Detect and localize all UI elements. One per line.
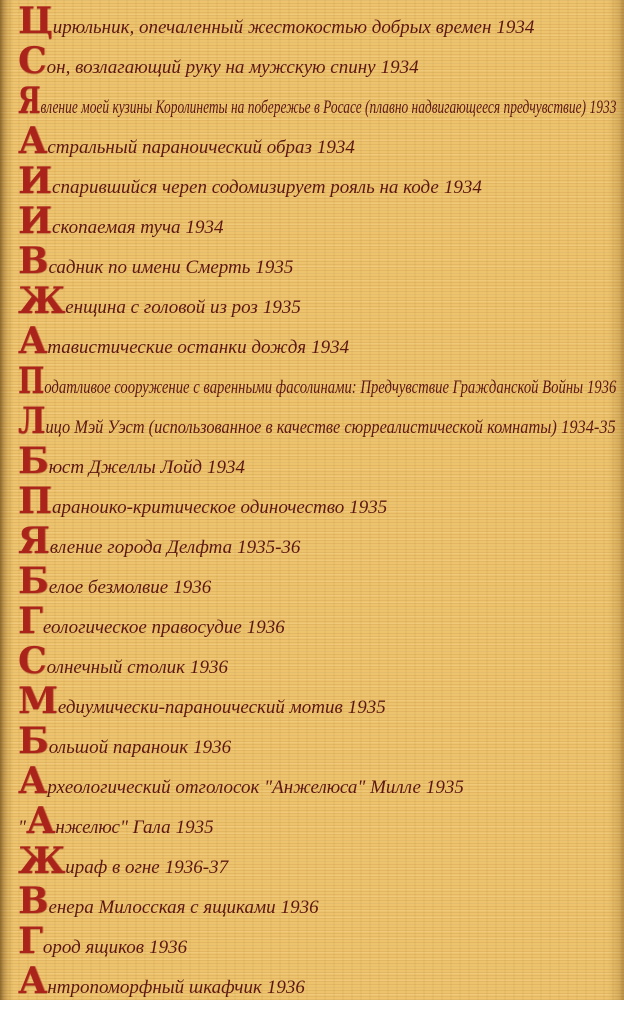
- dropcap-initial: С: [18, 640, 46, 682]
- work-year: 1934: [443, 177, 482, 198]
- dropcap-initial: А: [18, 760, 47, 802]
- work-year: 1933: [589, 97, 617, 118]
- work-list-item[interactable]: [18, 281, 620, 321]
- dropcap-initial: И: [18, 160, 52, 202]
- work-list-item[interactable]: [18, 361, 620, 401]
- work-list-item[interactable]: [18, 161, 620, 201]
- work-title: ольшой параноик: [48, 737, 189, 758]
- dropcap-initial: Б: [18, 440, 48, 482]
- work-title: вление моей кузины Королинеты на побережье в Росасе (плавно надвигающееся предчувствие): [40, 97, 587, 118]
- work-title: нжелюс" Гала: [55, 817, 171, 838]
- work-list-item[interactable]: [18, 761, 620, 801]
- work-year: 1936: [193, 737, 232, 758]
- work-year: 1935: [347, 697, 386, 718]
- work-title: юст Джеллы Лойд: [48, 457, 202, 478]
- work-title: скопаемая туча: [52, 217, 181, 238]
- dropcap-initial: Ц: [18, 0, 52, 42]
- dropcap-initial: А: [25, 800, 55, 842]
- dropcap-initial: Б: [18, 720, 48, 762]
- work-title: он, возлагающий руку на мужскую спину: [46, 57, 376, 78]
- work-year: 1935: [175, 817, 214, 838]
- work-list-item[interactable]: [18, 641, 620, 681]
- dropcap-initial: П: [18, 360, 44, 402]
- dropcap-initial: А: [18, 320, 47, 362]
- dropcap-initial: Я: [18, 80, 40, 122]
- work-title: стральный параноический образ: [47, 137, 312, 158]
- dropcap-initial: Ж: [18, 280, 65, 322]
- work-list-item[interactable]: [18, 1, 620, 41]
- line-prefix: ": [18, 817, 26, 838]
- work-title: едиумически-параноический мотив: [57, 697, 343, 718]
- work-title: тавистические останки дождя: [47, 337, 307, 358]
- dropcap-initial: Я: [18, 520, 49, 562]
- work-year: 1934-35: [561, 417, 616, 438]
- work-year: 1936: [586, 377, 617, 398]
- work-year: 1936: [246, 617, 285, 638]
- work-title: араноико-критическое одиночество: [52, 497, 345, 518]
- work-title: еологическое правосудие: [42, 617, 242, 638]
- work-list-item[interactable]: [18, 401, 620, 441]
- work-year: 1934: [380, 57, 419, 78]
- work-list-item[interactable]: [18, 601, 620, 641]
- work-title: одатливое сооружение с варенными фасолинами: Предчувствие Гражданской Войны: [44, 377, 584, 398]
- dropcap-initial: А: [18, 960, 47, 1002]
- dropcap-initial: П: [18, 480, 51, 522]
- dropcap-initial: В: [18, 240, 48, 282]
- work-list-item[interactable]: [18, 961, 620, 1001]
- work-list-item[interactable]: [18, 81, 620, 121]
- work-title: ираф в огне: [65, 857, 160, 878]
- work-title: ицо Мэй Уэст (использованное в качестве сюрреалистической комнаты): [45, 417, 557, 438]
- work-title: елое безмолвие: [48, 577, 169, 598]
- dropcap-initial: Ж: [18, 840, 65, 882]
- line-text: [18, 961, 305, 1009]
- dropcap-initial: И: [18, 200, 52, 242]
- work-title: енера Милосская с ящиками: [48, 897, 276, 918]
- work-title: спарившийся череп содомизирует рояль на коде: [52, 177, 439, 198]
- work-title: олнечный столик: [46, 657, 186, 678]
- work-year: 1936: [173, 577, 212, 598]
- work-title: садник по имени Смерть: [48, 257, 251, 278]
- work-title: ород ящиков: [42, 937, 145, 958]
- work-year: 1935: [425, 777, 464, 798]
- dropcap-initial: Б: [18, 560, 48, 602]
- work-year: 1936: [149, 937, 188, 958]
- work-year: 1936: [280, 897, 319, 918]
- work-year: 1935: [255, 257, 294, 278]
- work-title: нтропоморфный шкафчик: [47, 977, 262, 998]
- dropcap-initial: С: [18, 40, 46, 82]
- line-text: [18, 401, 616, 449]
- dropcap-initial: Г: [18, 920, 42, 962]
- work-list-item[interactable]: [18, 881, 620, 921]
- work-year: 1935-36: [237, 537, 301, 558]
- work-list-item[interactable]: [18, 841, 620, 881]
- work-year: 1934: [311, 337, 350, 358]
- dropcap-initial: Г: [18, 600, 42, 642]
- work-title: енщина с головой из роз: [65, 297, 258, 318]
- work-year: 1934: [185, 217, 224, 238]
- dropcap-initial: А: [18, 120, 47, 162]
- work-year: 1936-37: [164, 857, 229, 878]
- dropcap-initial: Л: [18, 400, 45, 442]
- line-text: [18, 81, 616, 129]
- work-year: 1936: [266, 977, 305, 998]
- work-title: вление города Делфта: [49, 537, 233, 558]
- work-year: 1934: [316, 137, 355, 158]
- work-list-item[interactable]: [18, 241, 620, 281]
- dropcap-initial: В: [18, 880, 48, 922]
- work-year: 1936: [190, 657, 229, 678]
- work-list-item[interactable]: [18, 681, 620, 721]
- work-year: 1935: [262, 297, 301, 318]
- dropcap-initial: М: [18, 680, 57, 722]
- work-title: рхеологический отголосок "Анжелюса" Милле: [47, 777, 421, 798]
- work-list-item[interactable]: [18, 561, 620, 601]
- work-year: 1935: [349, 497, 388, 518]
- work-list-item[interactable]: [18, 921, 620, 961]
- work-list-item[interactable]: [18, 321, 620, 361]
- work-title: ирюльник, опечаленный жестокостью добрых времен: [52, 17, 492, 38]
- work-year: 1934: [496, 17, 535, 38]
- work-year: 1934: [206, 457, 245, 478]
- work-list-item[interactable]: [18, 481, 620, 521]
